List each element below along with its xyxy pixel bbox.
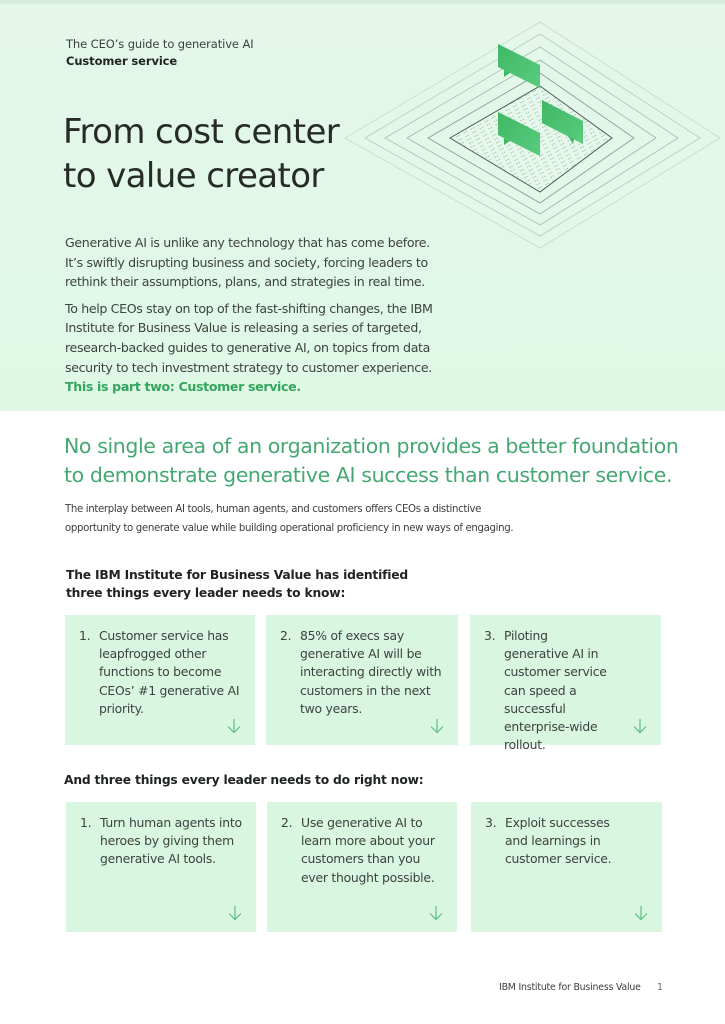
card-number: 3.	[484, 628, 496, 643]
card-number: 2.	[280, 628, 292, 643]
intro-paragraph-2	[65, 299, 450, 397]
card-text: Customer service has leapfrogged other functions to become CEOs’ #1 generative AI priority.	[99, 628, 240, 716]
know-heading-line-1: The IBM Institute for Business Value has identified	[66, 568, 409, 582]
title-line-1: From cost center	[63, 112, 340, 152]
intro-paragraph-1: Generative AI is unlike any technology that has come before. It’s swiftly disrupting business and society, forcing leaders to rethink their assumptions, plans, and strategies in real time.	[65, 235, 430, 290]
guide-topic: Customer service	[66, 54, 178, 68]
card-text: Exploit successes and learnings in customer service.	[505, 815, 612, 867]
part-two-highlight: This is part two: Customer service.	[65, 379, 301, 395]
card-text: 85% of execs say generative AI will be interacting directly with customers in the next two years.	[300, 628, 442, 716]
card-number: 1.	[80, 815, 92, 830]
card-number: 2.	[281, 815, 293, 830]
title-line-2: to value creator	[63, 156, 324, 196]
know-section-heading	[66, 566, 408, 602]
do-card-2	[267, 802, 457, 932]
do-card-1	[66, 802, 256, 932]
do-card-3	[471, 802, 662, 932]
hero-section	[0, 0, 725, 411]
page-title	[63, 110, 339, 198]
arrow-down-icon[interactable]	[631, 717, 649, 735]
do-section-heading: And three things every leader needs to do right now:	[64, 773, 424, 787]
card-text: Piloting generative AI in customer service can speed a successful enterprise-wide rollout.	[504, 628, 607, 753]
footer-publisher: IBM Institute for Business Value	[499, 982, 641, 993]
arrow-down-icon[interactable]	[225, 717, 243, 735]
top-strip	[0, 0, 725, 4]
card-number: 3.	[485, 815, 497, 830]
page-number: 1	[657, 982, 663, 993]
series-title: The CEO’s guide to generative AI	[66, 37, 254, 51]
pull-quote: No single area of an organization provides a better foundation to demonstrate generative AI success than customer service.	[64, 434, 679, 487]
card-number: 1.	[79, 628, 91, 643]
know-heading-line-2: three things every leader needs to know:	[66, 586, 346, 600]
know-card-1	[65, 615, 255, 745]
card-text: Turn human agents into heroes by giving them generative AI tools.	[100, 815, 242, 867]
know-card-2	[266, 615, 458, 745]
card-text: Use generative AI to learn more about your customers than you ever thought possible.	[301, 815, 435, 885]
arrow-down-icon[interactable]	[427, 904, 445, 922]
lede-paragraph: The interplay between AI tools, human agents, and customers offers CEOs a distinctive opportunity to generate value while building operational proficiency in new ways of engaging.	[65, 504, 514, 534]
arrow-down-icon[interactable]	[226, 904, 244, 922]
arrow-down-icon[interactable]	[632, 904, 650, 922]
know-card-3	[470, 615, 661, 753]
chat-bubbles-on-grid-illustration	[340, 20, 725, 260]
arrow-down-icon[interactable]	[428, 717, 446, 735]
intro-paragraph-2-text: To help CEOs stay on top of the fast-shifting changes, the IBM Institute for Business Value is releasing a series of targeted, research-backed guides to generative AI, on topics from data security to tech investment strategy to customer experience.	[65, 300, 433, 375]
